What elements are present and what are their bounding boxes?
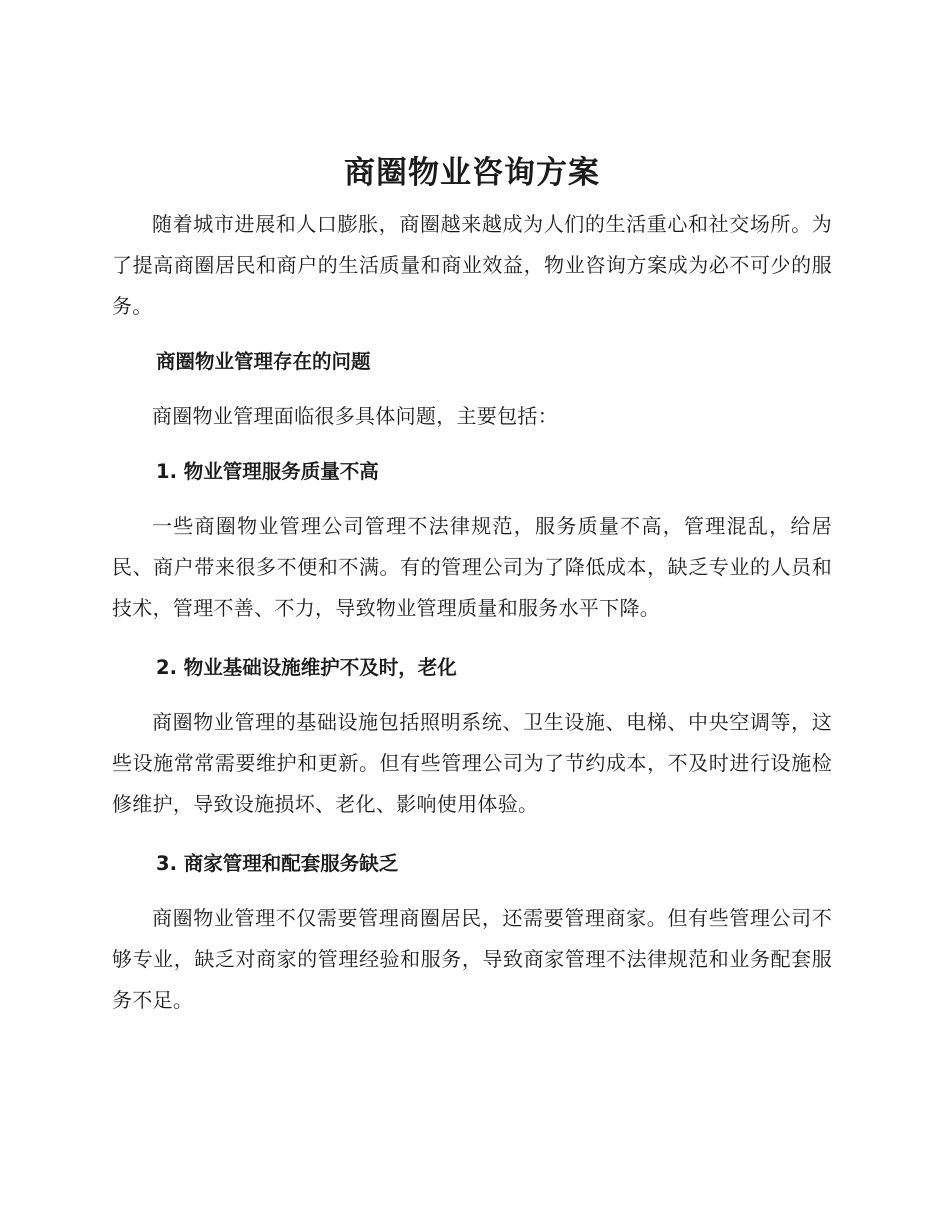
- spacer: [112, 382, 832, 396]
- item-heading-2: 2. 物业基础设施维护不及时，老化: [156, 656, 457, 679]
- section-intro-paragraph: 商圈物业管理面临很多具体问题，主要包括：: [152, 404, 558, 428]
- document-page: [112, 150, 832, 1021]
- spacer: [112, 884, 832, 898]
- document-title: 商圈物业咨询方案: [344, 155, 600, 191]
- item-body-2: 商圈物业管理的基础设施包括照明系统、卫生设施、电梯、中央空调等，这些设施常常需要维护和更新。但有些管理公司为了节约成本，不及时进行设施检修维护，导致设施损坏、老化、影响使用体验。: [112, 710, 832, 816]
- spacer: [112, 492, 832, 506]
- section-heading: 商圈物业管理存在的问题: [156, 350, 371, 373]
- spacer: [112, 825, 832, 843]
- item-body-1: 一些商圈物业管理公司管理不法律规范，服务质量不高，管理混乱，给居民、商户带来很多不便和不满。有的管理公司为了降低成本，缺乏专业的人员和技术，管理不善、不力，导致物业管理质量和服务水平下降。: [112, 514, 832, 620]
- spacer: [112, 688, 832, 702]
- intro-paragraph: 随着城市进展和人口膨胀，商圈越来越成为人们的生活重心和社交场所。为了提高商圈居民和商户的生活质量和商业效益，物业咨询方案成为必不可少的服务。: [112, 212, 832, 318]
- item-heading-1: 1. 物业管理服务质量不高: [156, 460, 379, 483]
- item-heading-3: 3. 商家管理和配套服务缺乏: [156, 852, 399, 875]
- item-body-3: 商圈物业管理不仅需要管理商圈居民，还需要管理商家。但有些管理公司不够专业，缺乏对商家的管理经验和服务，导致商家管理不法律规范和业务配套服务不足。: [112, 906, 832, 1012]
- spacer: [112, 437, 832, 451]
- spacer: [112, 629, 832, 647]
- spacer: [112, 327, 832, 341]
